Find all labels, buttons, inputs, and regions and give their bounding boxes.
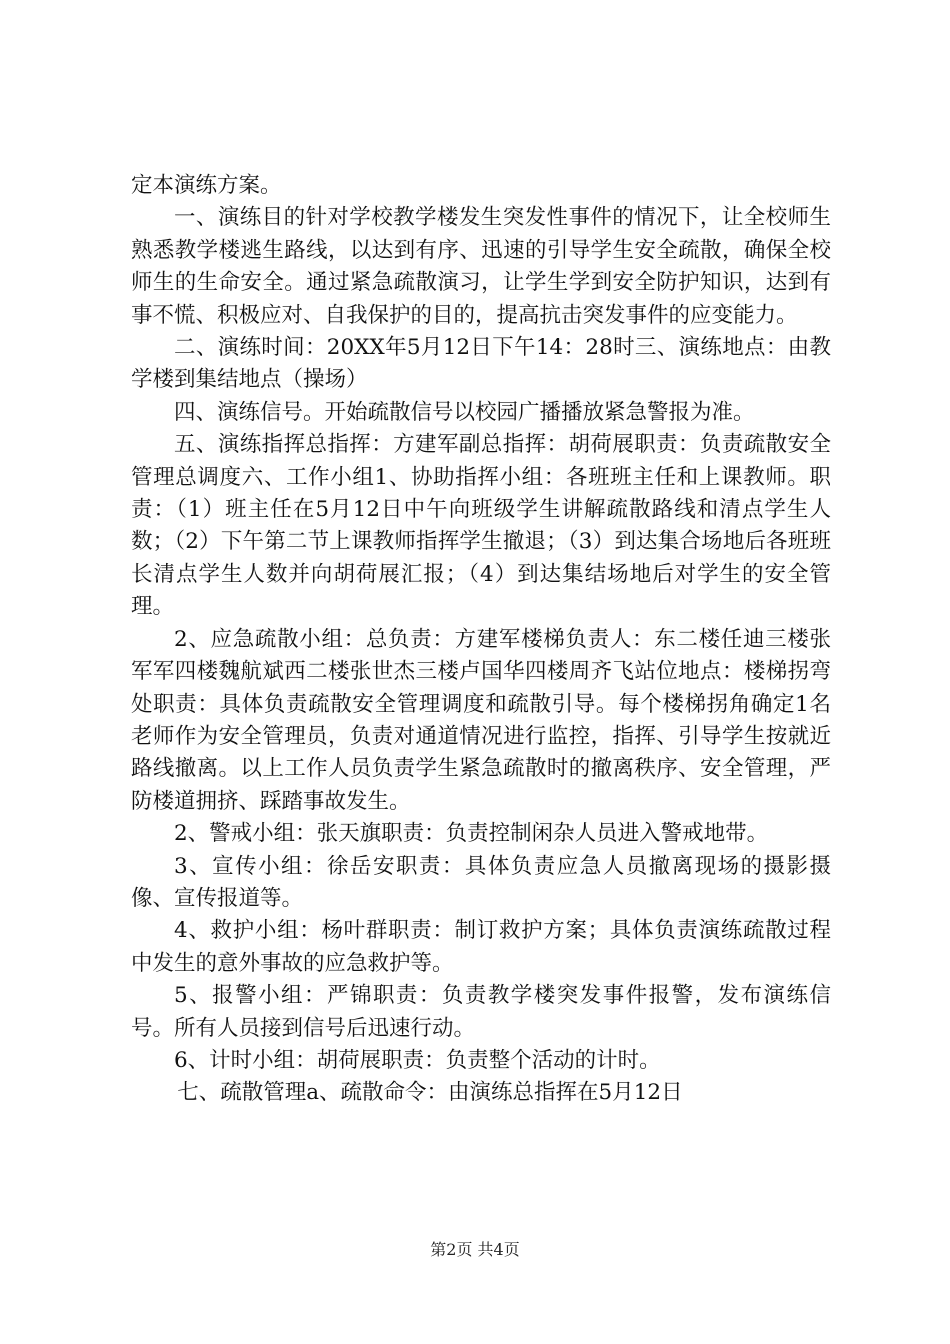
page-number-label: 第2页 共4页 <box>430 1240 520 1259</box>
paragraph-evacuation-management: 七、疏散管理a、疏散命令：由演练总指挥在5月12日 <box>177 1080 683 1106</box>
paragraph-alarm-group: 5、报警小组：严锦职责：负责教学楼突发事件报警，发布演练信号。所有人员接到信号后迅速行动。 <box>131 983 831 1041</box>
paragraph-timing-group: 6、计时小组：胡荷展职责：负责整个活动的计时。 <box>174 1047 661 1073</box>
paragraph-intro-tail: 定本演练方案。 <box>131 173 282 198</box>
paragraph-drill-time-location: 二、演练时间：20XX年5月12日下午14：28时三、演练地点：由教学楼到集结地点（操场） <box>131 335 831 393</box>
paragraph-drill-signal: 四、演练信号。开始疏散信号以校园广播播放紧急警报为准。 <box>174 399 755 425</box>
paragraph-publicity-group: 3、宣传小组：徐岳安职责：具体负责应急人员撤离现场的摄影摄像、宣传报道等。 <box>131 853 831 911</box>
paragraph-drill-command: 五、演练指挥总指挥：方建军副总指挥：胡荷展职责：负责疏散安全管理总调度六、工作小组1、协助指挥小组：各班班主任和上课教师。职责：（1）班主任在5月12日中午向班级学生讲解疏散路线和清点学生人数；（2）下午第二节上课教师指挥学生撤退；（3）到达集合场地后各班班长清点学生人数并向胡荷展汇报；（4）到达集结场地后对学生的安全管理。 <box>131 432 831 620</box>
page-footer <box>0 1240 950 1260</box>
paragraph-guard-group: 2、警戒小组：张天旗职责：负责控制闲杂人员进入警戒地带。 <box>174 821 769 847</box>
document-body <box>131 170 831 1110</box>
paragraph-drill-purpose: 一、演练目的针对学校教学楼发生突发性事件的情况下，让全校师生熟悉教学楼逃生路线，以达到有序、迅速的引导学生安全疏散，确保全校师生的生命安全。通过紧急疏散演习，让学生学到安全防护知识，达到有事不慌、积极应对、自我保护的目的，提高抗击突发事件的应变能力。 <box>131 205 831 328</box>
paragraph-rescue-group: 4、救护小组：杨叶群职责：制订救护方案；具体负责演练疏散过程中发生的意外事故的应急救护等。 <box>131 918 831 976</box>
paragraph-evacuation-group: 2、应急疏散小组：总负责：方建军楼梯负责人：东二楼任迪三楼张军军四楼魏航斌西二楼张世杰三楼卢国华四楼周齐飞站位地点：楼梯拐弯处职责：具体负责疏散安全管理调度和疏散引导。每个楼梯拐角确定1名老师作为安全管理员，负责对通道情况进行监控，指挥、引导学生按就近路线撤离。以上工作人员负责学生紧急疏散时的撤离秩序、安全管理，严防楼道拥挤、踩踏事故发生。 <box>131 626 831 814</box>
